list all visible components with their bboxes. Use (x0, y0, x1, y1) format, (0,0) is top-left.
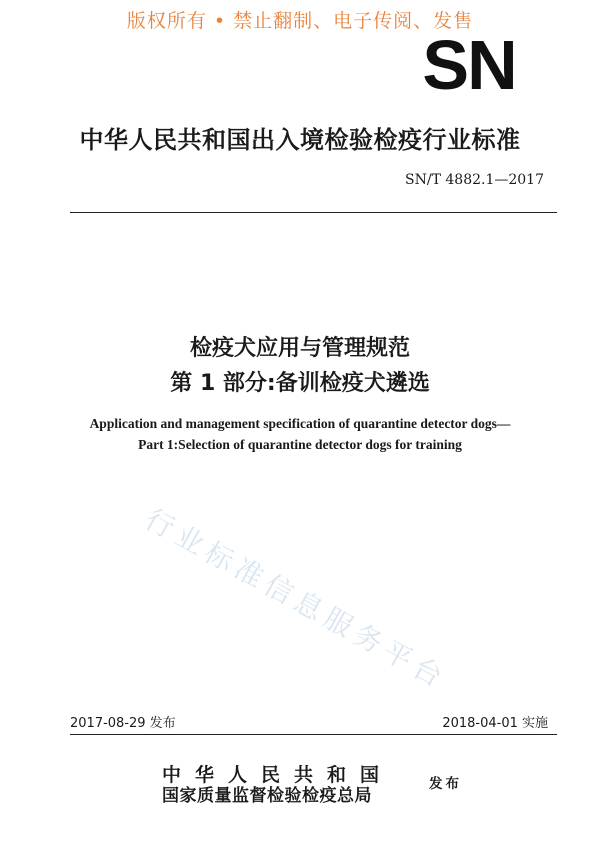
standard-number: SN/T 4882.1—2017 (405, 172, 544, 188)
watermark: 行业标准信息服务平台 (139, 502, 453, 697)
sn-logo-text: SN (422, 36, 516, 92)
title-en-line-2: Part 1:Selection of quarantine detector dogs for training (138, 437, 462, 452)
bottom-divider (70, 734, 557, 735)
implementation-date: 2018-04-01 实施 (442, 716, 548, 731)
copyright-notice: 版权所有 • 禁止翻制、电子传阅、发售 (126, 10, 474, 32)
issue-label: 发布 (429, 776, 462, 792)
title-zh-line-2: 第 1 部分:备训检疫犬遴选 (170, 371, 430, 396)
title-en-line-1: Application and management specification of quarantine detector dogs— (89, 416, 511, 431)
issuer-line-1: 中华人民共和国 (162, 764, 394, 786)
sn-logo (410, 36, 528, 92)
standard-category-title: 中华人民共和国出入境检验检疫行业标准 (79, 126, 521, 154)
title-zh-line-1: 检疫犬应用与管理规范 (189, 336, 410, 361)
issue-date: 2017-08-29 发布 (70, 716, 176, 731)
top-divider (70, 212, 557, 213)
issuer-line-2: 国家质量监督检验检疫总局 (162, 786, 372, 806)
